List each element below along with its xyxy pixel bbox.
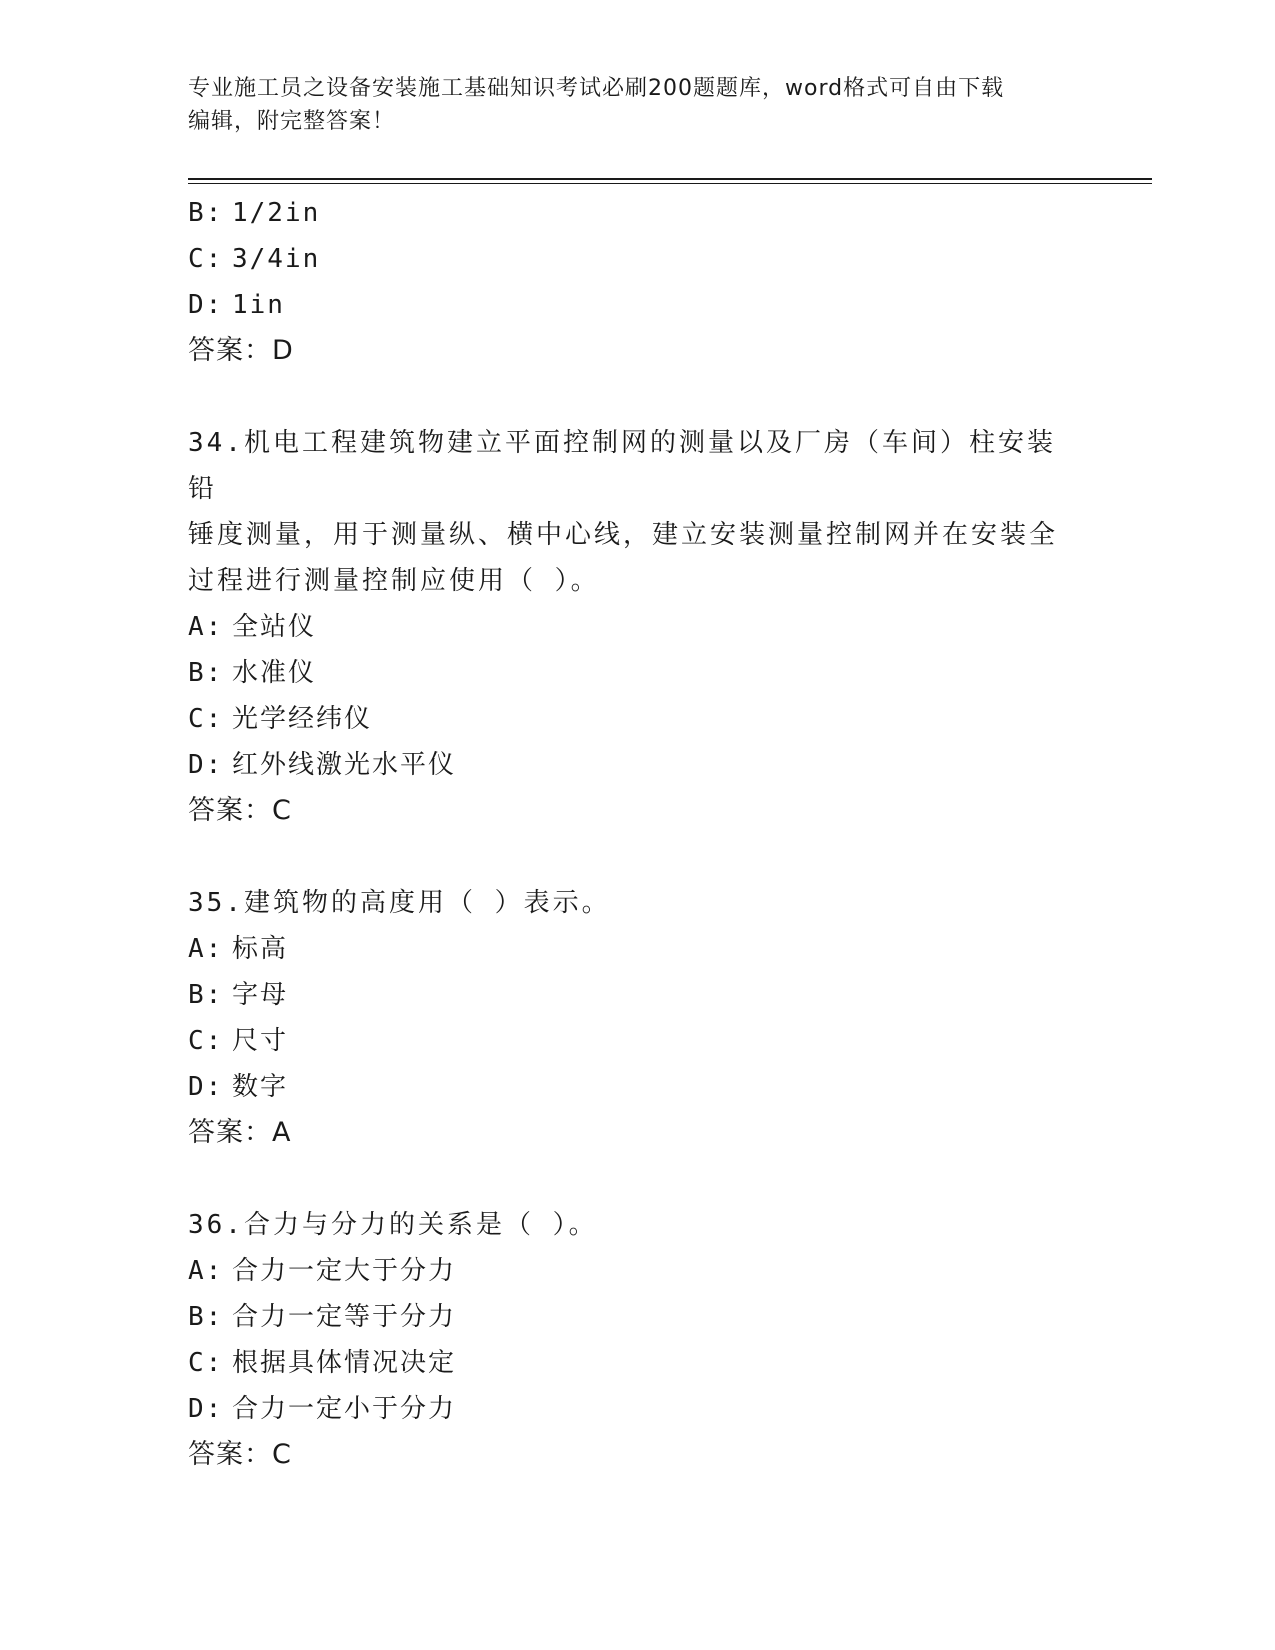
option-a [188,926,1088,972]
option-text: 3/4in [232,244,321,274]
option-text: 红外线激光水平仪 [232,750,457,780]
option-text: 字母 [232,980,289,1010]
option-text: 合力一定大于分力 [232,1256,457,1286]
option-key: D: [188,1394,224,1424]
option-key: C: [188,1026,224,1056]
option-a [188,1248,1088,1294]
option-b [188,1294,1088,1340]
option-text: 合力一定等于分力 [232,1302,457,1332]
option-d [188,742,1088,788]
question-block-36 [188,1202,1088,1478]
option-key: B: [188,198,224,228]
option-text: 1/2in [232,198,321,228]
question-text [188,1202,1068,1248]
option-key: C: [188,244,224,274]
option-key: A: [188,934,224,964]
option-text: 光学经纬仪 [232,704,373,734]
document-header [188,72,1088,138]
option-text: 合力一定小于分力 [232,1394,457,1424]
header-title-line-1: 专业施工员之设备安装施工基础知识考试必刷200题题库，word格式可自由下载 [188,76,1005,101]
option-c [188,1340,1088,1386]
question-text [188,420,1068,604]
option-text: 标高 [232,934,289,964]
option-a [188,604,1088,650]
header-divider-thin [188,183,1152,184]
option-key: D: [188,750,224,780]
question-block-34 [188,420,1088,834]
question-block-35 [188,880,1088,1156]
option-b [188,190,1088,236]
option-key: A: [188,1256,224,1286]
option-c [188,236,1088,282]
option-d [188,1064,1088,1110]
option-d [188,282,1088,328]
option-key: B: [188,980,224,1010]
header-title-line-2: 编辑，附完整答案！ [188,109,396,134]
question-text-line: 过程进行测量控制应使用（ ）。 [188,566,600,596]
question-text [188,880,1068,926]
option-key: D: [188,1072,224,1102]
option-text: 数字 [232,1072,289,1102]
header-divider-thick [188,178,1152,180]
answer-line: 答案：A [188,1117,292,1148]
option-key: A: [188,612,224,642]
option-key: C: [188,1348,224,1378]
option-d [188,1386,1088,1432]
question-text-line: 36.合力与分力的关系是（ ）。 [188,1210,598,1240]
question-text-line: 34.机电工程建筑物建立平面控制网的测量以及厂房（车间）柱安装铅 [188,428,1056,504]
option-key: C: [188,704,224,734]
option-text: 根据具体情况决定 [232,1348,457,1378]
question-block-prev [188,190,1088,374]
option-text: 1in [232,290,285,320]
option-b [188,972,1088,1018]
answer-line: 答案：C [188,795,292,826]
option-c [188,696,1088,742]
option-text: 水准仪 [232,658,317,688]
option-text: 全站仪 [232,612,317,642]
question-text-line: 锤度测量，用于测量纵、横中心线，建立安装测量控制网并在安装全 [188,520,1059,550]
option-c [188,1018,1088,1064]
option-text: 尺寸 [232,1026,289,1056]
option-key: B: [188,658,224,688]
option-b [188,650,1088,696]
question-list [188,190,1088,1478]
answer-line: 答案：C [188,1439,292,1470]
option-key: D: [188,290,224,320]
option-key: B: [188,1302,224,1332]
answer-line: 答案：D [188,335,294,366]
question-text-line: 35.建筑物的高度用（ ）表示。 [188,888,611,918]
